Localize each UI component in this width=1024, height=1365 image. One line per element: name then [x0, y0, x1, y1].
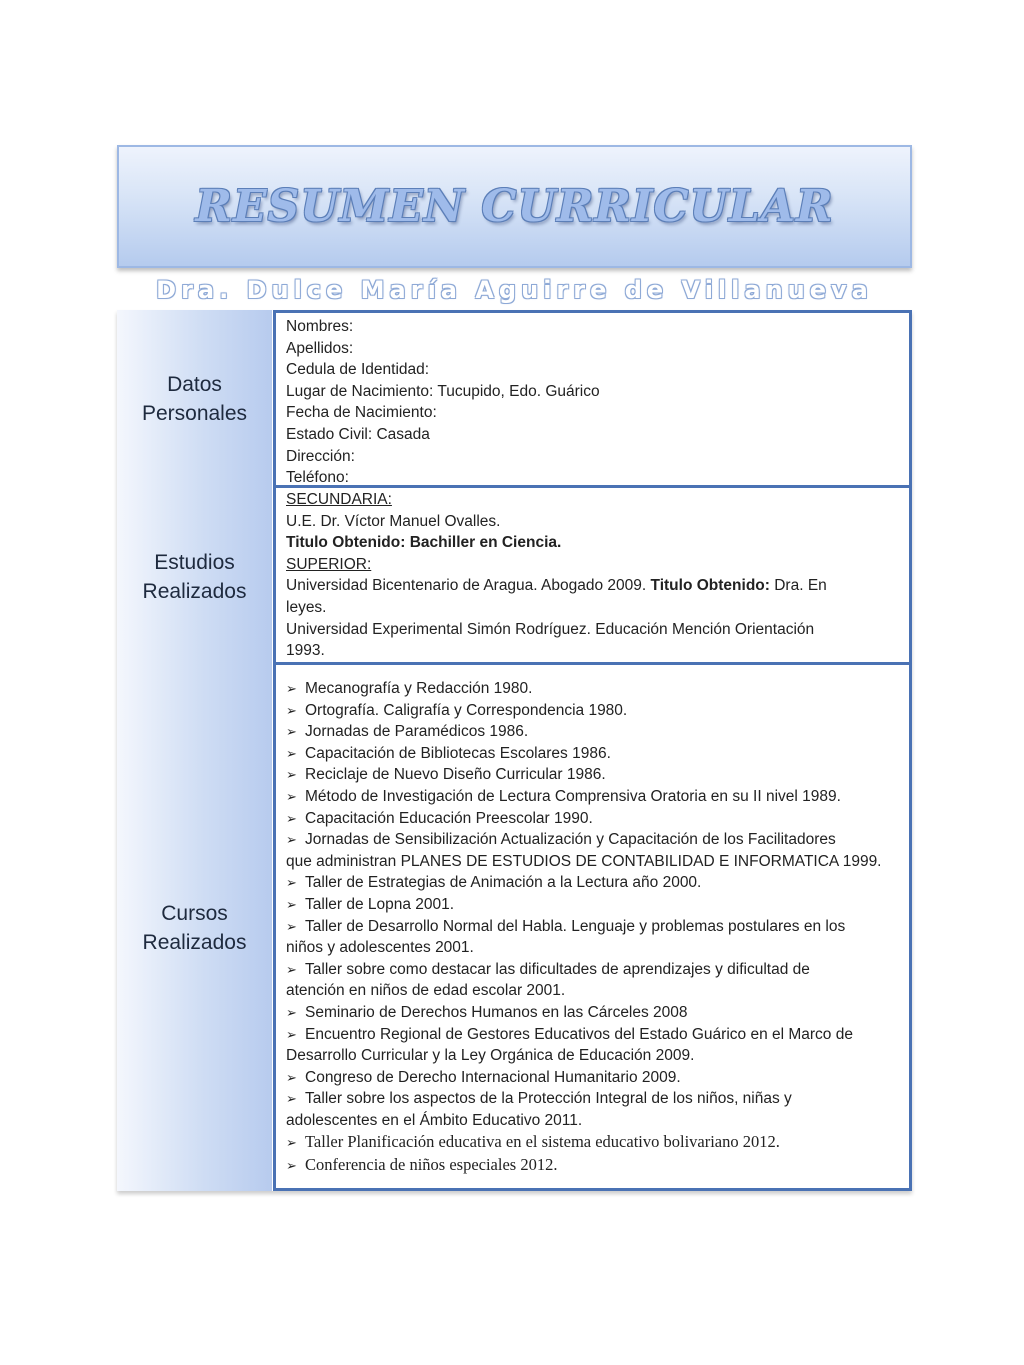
courses-content [273, 665, 912, 1191]
course-text: Taller de Desarrollo Normal del Habla. Lenguaje y problemas postulares en los [305, 917, 846, 935]
course-text: Capacitación de Bibliotecas Escolares 1986. [305, 744, 611, 762]
arrow-bullet-icon: ➢ [286, 832, 297, 848]
course-item-continuation: niños y adolescentes 2001. [286, 939, 474, 957]
label-line: Realizados [142, 579, 247, 603]
arrow-bullet-icon: ➢ [286, 1004, 297, 1020]
course-text: Taller Planificación educativa en el sistema educativo bolivariano 2012. [305, 1132, 780, 1152]
section-courses [117, 665, 912, 1191]
course-item [286, 916, 901, 938]
arrow-bullet-icon: ➢ [286, 767, 297, 783]
section-label-personal [117, 310, 272, 488]
course-item [286, 786, 901, 808]
field-direccion: Dirección: [286, 447, 355, 465]
course-text: Jornadas de Sensibilización Actualización y Capacitación de los Facilitadores [305, 831, 836, 849]
label-line: Cursos [161, 902, 228, 925]
section-label-studies [117, 488, 272, 665]
secundaria-heading: SECUNDARIA: [286, 491, 392, 508]
arrow-bullet-icon: ➢ [286, 745, 297, 761]
arrow-bullet-icon: ➢ [286, 724, 297, 740]
course-item [286, 678, 901, 700]
course-text: Ortografía. Caligrafía y Correspondencia 1980. [305, 701, 628, 719]
arrow-bullet-icon: ➢ [286, 1158, 297, 1174]
course-item [286, 1002, 901, 1024]
arrow-bullet-icon: ➢ [286, 961, 297, 977]
arrow-bullet-icon: ➢ [286, 918, 297, 934]
person-name-subtitle: Dra. Dulce María Aguirre de Villanueva [156, 276, 873, 304]
course-item [286, 1067, 901, 1089]
course-item [286, 959, 901, 981]
course-text: Método de Investigación de Lectura Comprensiva Oratoria en su II nivel 1989. [305, 787, 841, 805]
field-cedula: Cedula de Identidad: [286, 361, 430, 379]
course-text: Capacitación Educación Preescolar 1990. [305, 809, 593, 827]
course-text: Encuentro Regional de Gestores Educativos del Estado Guárico en el Marco de [305, 1025, 853, 1043]
section-personal-data [117, 310, 912, 488]
arrow-bullet-icon: ➢ [286, 681, 297, 696]
superior-2-continuation: 1993. [286, 642, 325, 660]
course-text: Taller de Estrategias de Animación a la Lectura año 2000. [305, 874, 702, 892]
arrow-bullet-icon: ➢ [286, 810, 297, 826]
field-nombres: Nombres: [286, 318, 354, 335]
course-item-continuation: que administran PLANES DE ESTUDIOS DE CONTABILIDAD E INFORMATICA 1999. [286, 852, 882, 870]
field-lugar-nacimiento: Lugar de Nacimiento: Tucupido, Edo. Guárico [286, 382, 600, 400]
section-studies [117, 488, 912, 665]
superior-entry-2: Universidad Experimental Simón Rodríguez. Educación Mención Orientación [286, 620, 815, 638]
field-fecha-nacimiento: Fecha de Nacimiento: [286, 404, 437, 422]
secundaria-title: Titulo Obtenido: Bachiller en Ciencia. [286, 534, 562, 552]
arrow-bullet-icon: ➢ [286, 1135, 297, 1151]
course-text: Congreso de Derecho Internacional Humanitario 2009. [305, 1068, 681, 1086]
arrow-bullet-icon: ➢ [286, 875, 297, 891]
course-item [286, 743, 901, 765]
course-item-continuation: Desarrollo Curricular y la Ley Orgánica de Educación 2009. [286, 1047, 695, 1065]
course-item [286, 1024, 901, 1046]
arrow-bullet-icon: ➢ [286, 702, 297, 718]
studies-content [273, 488, 912, 665]
course-item [286, 721, 901, 743]
label-line: Personales [141, 402, 248, 425]
superior-1-continuation: leyes. [286, 598, 327, 616]
title-banner [117, 145, 912, 268]
course-text: Seminario de Derechos Humanos en las Cárceles 2008 [305, 1003, 688, 1021]
course-item [286, 700, 901, 722]
curriculum-table [117, 310, 912, 1191]
label-line: Datos [167, 373, 222, 396]
arrow-bullet-icon: ➢ [286, 1026, 297, 1042]
secundaria-school: U.E. Dr. Víctor Manuel Ovalles. [286, 512, 501, 530]
arrow-bullet-icon: ➢ [286, 1069, 297, 1085]
personal-data-content [273, 310, 912, 488]
course-item-continuation: adolescentes en el Ámbito Educativo 2011. [286, 1111, 583, 1129]
course-item [286, 872, 901, 894]
field-telefono: Teléfono: [286, 469, 349, 487]
course-item [286, 829, 901, 851]
course-text: Taller de Lopna 2001. [305, 895, 455, 913]
course-text: Jornadas de Paramédicos 1986. [305, 723, 529, 741]
superior-entry-1 [286, 575, 901, 597]
course-item [286, 1131, 901, 1154]
course-text: Reciclaje de Nuevo Diseño Curricular 1986. [305, 766, 606, 784]
field-apellidos: Apellidos: [286, 339, 354, 357]
field-estado-civil: Estado Civil: Casada [286, 425, 430, 443]
arrow-bullet-icon: ➢ [286, 1091, 297, 1107]
course-item [286, 808, 901, 830]
label-line: Estudios [154, 550, 235, 574]
course-text: Conferencia de niños especiales 2012. [305, 1155, 558, 1175]
course-item-continuation: atención en niños de edad escolar 2001. [286, 982, 566, 1000]
document-title: RESUMEN CURRICULAR [195, 181, 834, 232]
superior-1-value: Dra. En [774, 577, 827, 595]
course-item [286, 1154, 901, 1177]
label-line: Realizados [142, 931, 247, 954]
superior-1-text: Universidad Bicentenario de Aragua. Abogado 2009. [286, 577, 647, 595]
course-text: Taller sobre los aspectos de la Protección Integral de los niños, niñas y [305, 1090, 792, 1108]
course-item [286, 764, 901, 786]
superior-heading: SUPERIOR: [286, 555, 372, 573]
superior-1-label: Titulo Obtenido: [650, 577, 770, 595]
course-text: Taller sobre como destacar las dificultades de aprendizajes y dificultad de [305, 960, 810, 978]
section-label-courses [117, 665, 272, 1191]
arrow-bullet-icon: ➢ [286, 788, 297, 804]
course-text: Mecanografía y Redacción 1980. [305, 680, 533, 697]
arrow-bullet-icon: ➢ [286, 896, 297, 912]
course-item [286, 894, 901, 916]
course-item [286, 1088, 901, 1110]
